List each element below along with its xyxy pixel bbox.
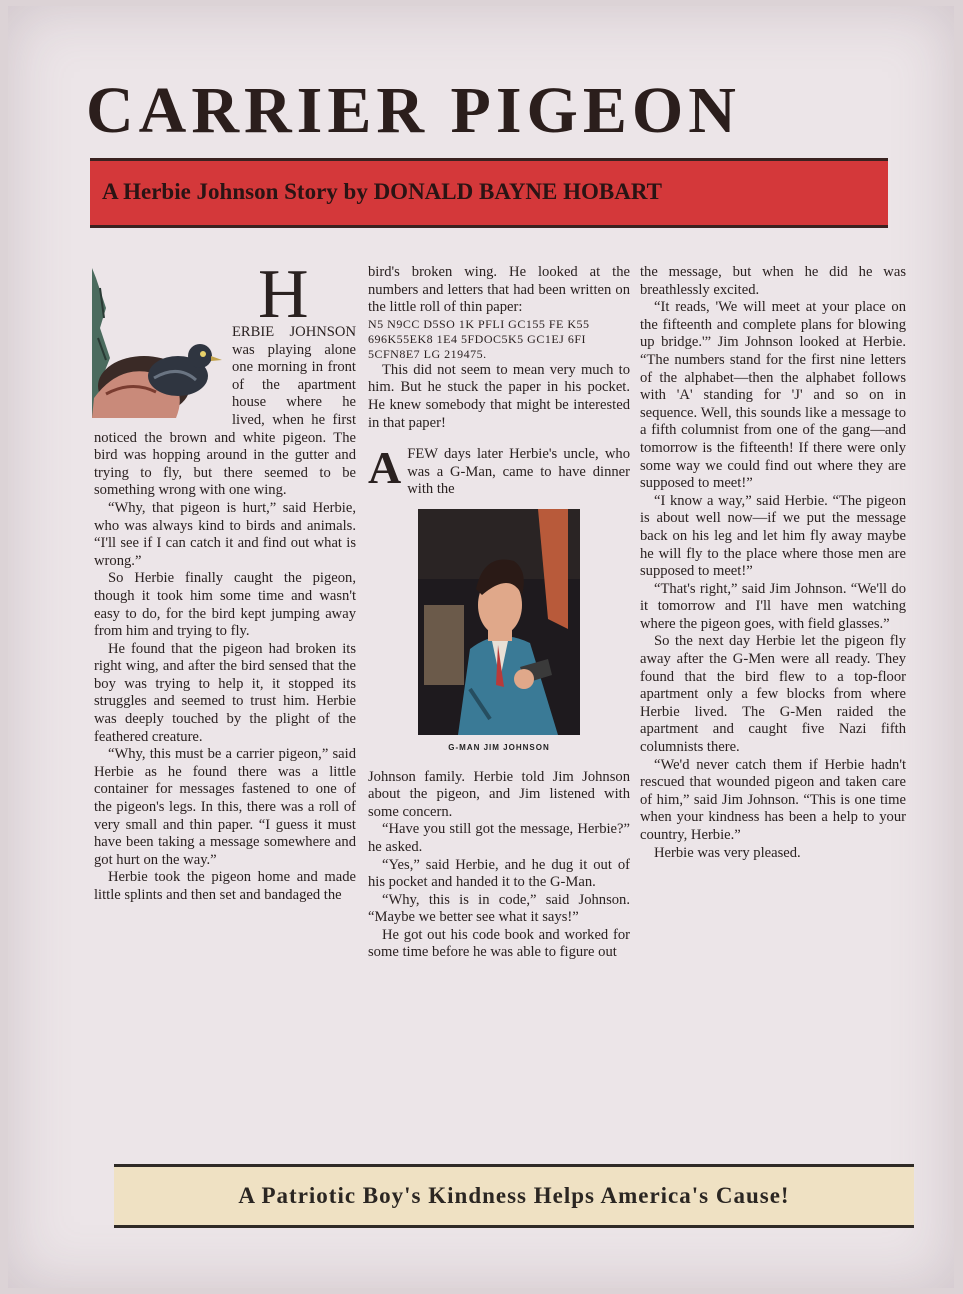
column-2 (368, 264, 630, 962)
g-man-illustration-icon (418, 509, 580, 735)
paragraph: bird's broken wing. He looked at the numbers and letters that had been written on the little roll of thin paper: (368, 264, 630, 316)
coded-message: N5 N9CC D5SO 1K PFLI GC155 FE K55 696K55EK8 1E4 5FDOC5K5 GC1EJ 6FI 5CFN8E7 LG 219475. (368, 316, 590, 361)
tagline-banner (114, 1164, 914, 1228)
paragraph: This did not seem to mean very much to him. But he stuck the paper in his pocket. He knew somebody that might be interested in that paper! (368, 361, 630, 431)
column-3 (640, 264, 906, 862)
paragraph: “Yes,” said Herbie, and he dug it out of his pocket and handed it to the G-Man. (368, 856, 630, 891)
paragraph: Herbie took the pigeon home and made little splints and then set and bandaged the (94, 869, 356, 903)
byline-banner (90, 158, 888, 228)
illustration-caption: G-MAN JIM JOHNSON (448, 742, 550, 752)
tagline-text: A Patriotic Boy's Kindness Helps America's Cause! (238, 1183, 790, 1208)
dropcap-h: H (258, 256, 309, 333)
paragraph: Herbie was very pleased. (654, 844, 801, 861)
dropcap-a: A (368, 442, 402, 494)
byline-text: A Herbie Johnson Story by DONALD BAYNE HOBART (102, 179, 663, 204)
paragraph: FEW days later Herbie's uncle, who was a G-Man, came to have dinner with the (407, 446, 630, 498)
paragraph: “We'd never catch them if Herbie hadn't rescued that wounded pigeon and taken care of him,” said Jim Johnson. “This is one time when your kindness has been a help to your country, Herbie.” (640, 756, 906, 843)
story-title: CARRIER PIGEON (86, 74, 741, 147)
g-man-illustration (418, 509, 580, 757)
paragraph: He got out his code book and worked for some time before he was able to figure out (368, 926, 630, 961)
magazine-page (8, 6, 954, 1288)
pigeon-illustration-icon (92, 268, 224, 418)
paragraph: “Why, this must be a carrier pigeon,” said Herbie as he found there was a little container for messages fastened to one of the pigeon's legs. In this, there was a roll of very small and thin paper. “I guess it must have been taking a message somewhere and got hurt on the way.” (94, 746, 356, 868)
paragraph: “That's right,” said Jim Johnson. “We'll do it tomorrow and I'll have men watching where the pigeon goes, with field glasses.” (640, 580, 906, 632)
paragraph: So Herbie finally caught the pigeon, though it took him some time and wasn't easy to do, for the bird kept jumping away from him and trying to fly. (94, 570, 356, 640)
paragraph: “Why, this is in code,” said Johnson. “Maybe we better see what it says!” (368, 891, 630, 926)
paragraph: the message, but when he did he was breathlessly excited. (640, 264, 906, 298)
column-1 (94, 256, 356, 905)
paragraph: “Have you still got the message, Herbie?” he asked. (368, 821, 630, 855)
paragraph: He found that the pigeon had broken its right wing, and after the bird sensed that the boy was trying to help it, it stopped its struggles and seemed to trust him. Herbie was deeply touched by the plight of the feathered creature. (94, 640, 356, 745)
paragraph: So the next day Herbie let the pigeon fly away after the G-Men were all ready. They found that the bird flew to a top-floor apartment only a few blocks from where Herbie lived. The G-Men raided the apartment and caught five Nazi fifth columnists there. (640, 633, 906, 756)
paragraph: “It reads, 'We will meet at your place on the fifteenth and complete plans for blowing up bridge.'” Jim Johnson looked at Herbie. “The numbers stand for the first nine letters of the alphabet—then the alphabet follows with 'A' standing for 'J' and so on in sequence. Well, this sounds like a message to a fifth columnist from one of the gang—and tomorrow is the fifteenth! If there were only some way we could find out where they are supposed to meet!” (640, 299, 906, 492)
paragraph: ERBIE JOHNSON was playing alone one morning in front of the apartment house where he lived, when he first noticed the brown and white pigeon. The bird was hopping around in the gutter and trying to fly, but there seemed to be something wrong with one wing. (94, 324, 356, 499)
paragraph: “Why, that pigeon is hurt,” said Herbie, who was always kind to birds and animals. “I'll see if I can catch it and find out what is wrong.” (94, 499, 356, 569)
paragraph: Johnson family. Herbie told Jim Johnson about the pigeon, and Jim listened with some concern. (368, 768, 630, 820)
paragraph: “I know a way,” said Herbie. “The pigeon is about well now—if we put the message back on his leg and let him fly away maybe he will fly to the place where those men are supposed to meet!” (640, 492, 906, 580)
